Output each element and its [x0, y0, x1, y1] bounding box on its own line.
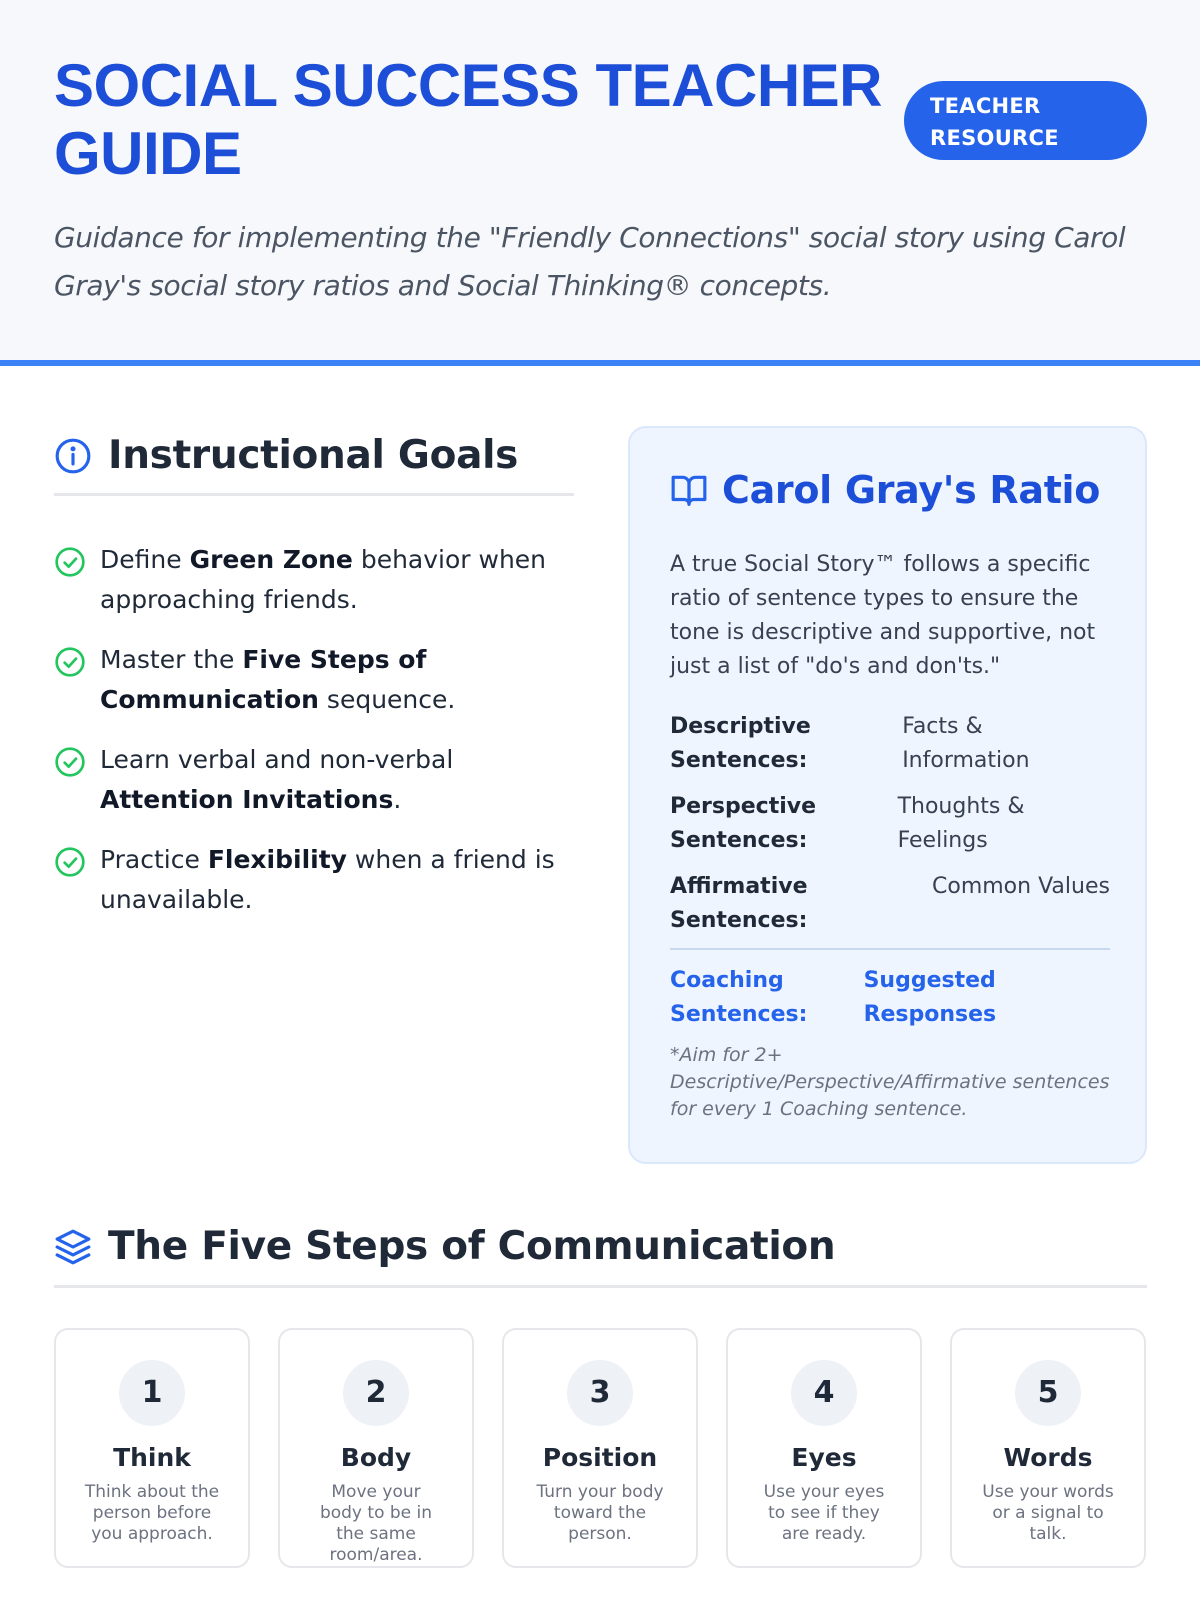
- ratio-rows: [670, 710, 1110, 950]
- check-circle-icon: [54, 846, 86, 878]
- goal-text: .: [393, 785, 402, 814]
- goal-keyword: Five Steps of Communication: [100, 645, 427, 714]
- steps-section-heading: [54, 1208, 1147, 1288]
- step-number: 4: [791, 1360, 857, 1426]
- goal-text: Learn verbal and non-verbal: [100, 745, 454, 774]
- goal-item: [54, 740, 574, 820]
- step-card-position: [502, 1328, 698, 1568]
- step-name: Position: [542, 1443, 658, 1472]
- step-number: 1: [119, 1360, 185, 1426]
- ratio-card-heading: [670, 468, 1100, 512]
- step-description: Turn your body toward the person.: [536, 1482, 664, 1544]
- check-circle-icon: [54, 646, 86, 678]
- ratio-note: *Aim for 2+ Descriptive/Perspective/Affirmative sentences for every 1 Coaching sentence.: [670, 1044, 1110, 1120]
- steps-row: [54, 1328, 1147, 1568]
- goal-text: when a friend is unavailable.: [100, 845, 555, 914]
- step-name: Eyes: [791, 1443, 857, 1472]
- goal-text: Define: [100, 545, 190, 574]
- check-circle-icon: [54, 546, 86, 578]
- coaching-label: Coaching Sentences:: [670, 968, 808, 1027]
- goal-item: [54, 540, 574, 620]
- coaching-value: Suggested Responses: [863, 968, 997, 1027]
- steps-heading: The Five Steps of Communication: [108, 1224, 836, 1269]
- ratio-row: [670, 710, 1110, 778]
- goal-text: behavior when approaching friends.: [100, 545, 547, 614]
- goals-heading: Instructional Goals: [108, 433, 519, 478]
- page-title: SOCIAL SUCCESS TEACHER GUIDE: [54, 52, 883, 187]
- step-card-eyes: [726, 1328, 922, 1568]
- ratio-divider: [670, 948, 1110, 950]
- ratio-row: [670, 790, 1110, 858]
- check-circle-icon: [54, 746, 86, 778]
- ratio-row-label: Perspective Sentences:: [670, 794, 817, 853]
- goal-text: sequence.: [318, 685, 456, 714]
- coaching-row: [670, 964, 1110, 1032]
- step-number: 5: [1015, 1360, 1081, 1426]
- goal-keyword: Flexibility: [207, 845, 347, 874]
- goals-section-heading: [54, 418, 574, 496]
- goal-keyword: Attention Invitations: [100, 785, 394, 814]
- step-card-body: [278, 1328, 474, 1568]
- page-subtitle: Guidance for implementing the "Friendly Connections" social story using Carol Gray's social story ratios and Social Thinking® concepts.: [54, 221, 1126, 302]
- ratio-row-label: Affirmative Sentences:: [670, 874, 808, 933]
- step-number: 3: [567, 1360, 633, 1426]
- step-name: Think: [113, 1443, 191, 1472]
- step-number: 2: [343, 1360, 409, 1426]
- ratio-card: [628, 426, 1147, 1164]
- goal-keyword: Green Zone: [189, 545, 353, 574]
- step-name: Body: [340, 1443, 412, 1472]
- step-description: Use your words or a signal to talk.: [982, 1482, 1114, 1544]
- step-card-words: [950, 1328, 1146, 1568]
- layers-icon: [54, 1228, 92, 1266]
- goal-text: Master the: [100, 645, 243, 674]
- step-name: Words: [1003, 1443, 1093, 1472]
- teacher-resource-badge: TEACHER RESOURCE: [904, 81, 1147, 160]
- step-card-think: [54, 1328, 250, 1568]
- goals-list: [54, 540, 574, 940]
- goal-item: [54, 840, 574, 920]
- step-description: Move your body to be in the same room/area.: [319, 1482, 433, 1565]
- ratio-row: [670, 870, 1110, 938]
- goal-item: [54, 640, 574, 720]
- open-book-icon: [670, 471, 708, 509]
- ratio-row-value: Facts & Information: [902, 714, 1030, 773]
- ratio-row-value: Common Values: [932, 874, 1110, 899]
- step-description: Think about the person before you approach.: [84, 1482, 220, 1544]
- ratio-row-value: Thoughts & Feelings: [897, 794, 1025, 853]
- page-header: [0, 0, 1200, 366]
- ratio-row-label: Descriptive Sentences:: [670, 714, 811, 773]
- info-circle-icon: [54, 437, 92, 475]
- ratio-intro: A true Social Story™ follows a specific ratio of sentence types to ensure the tone is descriptive and supportive, not just a list of "do's and don'ts.": [670, 552, 1096, 679]
- step-description: Use your eyes to see if they are ready.: [763, 1482, 885, 1544]
- ratio-heading: Carol Gray's Ratio: [722, 468, 1101, 512]
- goal-text: Practice: [100, 845, 208, 874]
